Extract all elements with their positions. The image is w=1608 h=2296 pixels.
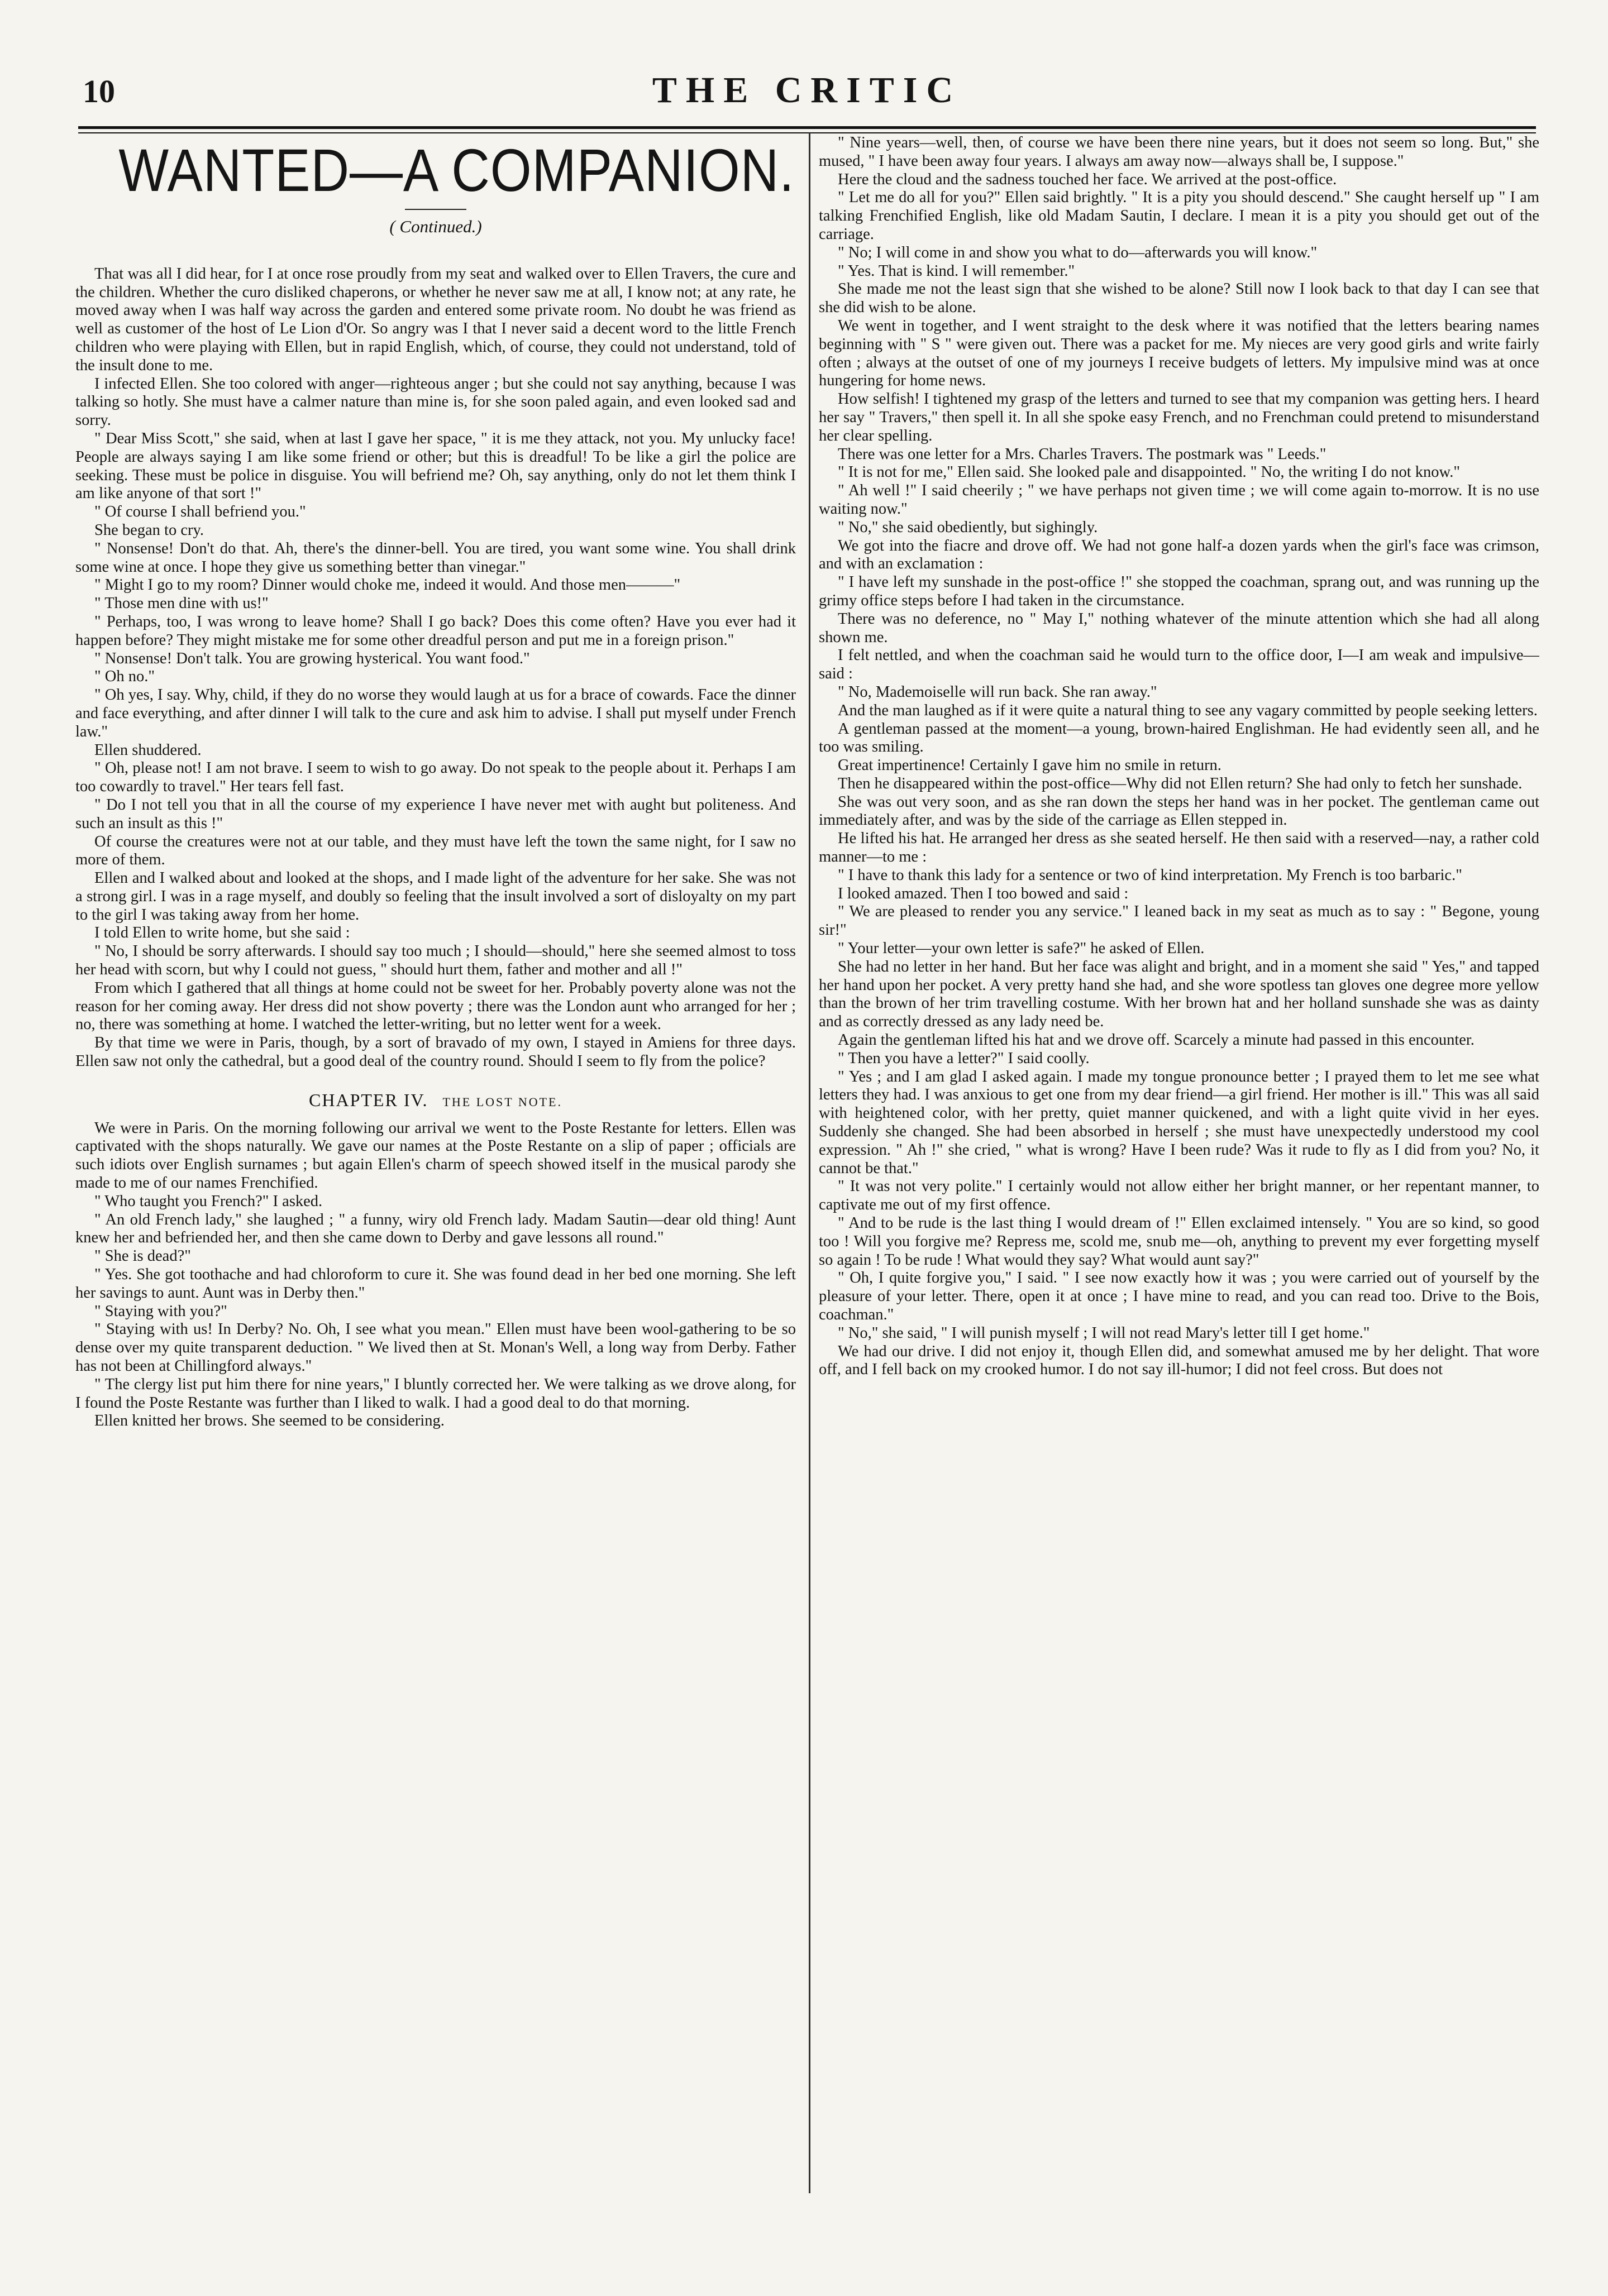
paragraph: " I have to thank this lady for a sentence or two of kind interpretation. My French is too barbaric." bbox=[838, 866, 1462, 884]
paragraph: How selfish! I tightened my grasp of the letters and turned to see that my companion was getting hers. I heard her say " Travers," then spell it. In all she spoke easy French, and no Frenchman could pretend to misunderstand her clear spelling. bbox=[819, 390, 1539, 444]
paragraph: " Perhaps, too, I was wrong to leave home? Shall I go back? Does this come often? Have you ever had it happen before? They might mistake me for some other dreadful person and put me in a foreign prison." bbox=[75, 613, 796, 649]
left-column bbox=[75, 134, 796, 2194]
paragraph: I felt nettled, and when the coachman said he would turn to the office door, I—I am weak and impulsive—said : bbox=[819, 647, 1539, 683]
paragraph: " Ah well !" I said cheerily ; " we have perhaps not given time ; we will come again to-morrow. It is no use waiting now." bbox=[819, 482, 1539, 518]
right-column bbox=[819, 134, 1539, 2194]
header-rule bbox=[78, 126, 1536, 133]
title-rule bbox=[405, 209, 466, 210]
paragraph: " Let me do all for you?" Ellen said brightly. " It is a pity you should descend." She caught herself up " I am talking Frenchified English, like old Madam Sautin, I declare. I mean it is a pity you should get out of the carriage. bbox=[819, 189, 1539, 243]
paragraph: " Who taught you French?" I asked. bbox=[94, 1192, 323, 1210]
paragraph: " No; I will come in and show you what to do—afterwards you will know." bbox=[838, 243, 1318, 261]
paragraph: By that time we were in Paris, though, by a sort of bravado of my own, I stayed in Amiens for three days. Ellen saw not only the cathedral, but a good deal of the country round. Should I seem to fly from the police? bbox=[75, 1034, 796, 1070]
paragraph: I told Ellen to write home, but she said : bbox=[94, 924, 350, 942]
paragraph: " She is dead?" bbox=[94, 1247, 191, 1265]
paragraph: " Staying with you?" bbox=[94, 1302, 227, 1320]
paragraph: " Dear Miss Scott," she said, when at last I gave her space, " it is me they attack, not you. My unlucky face! People are always saying I am like some friend or other; but this is dreadful! To be like a girl the police are seeking. These must be police in disguise. You will befriend me? Oh, say anything, only do not let them think I am like anyone of that sort !" bbox=[75, 429, 796, 503]
paragraph: " No," she said obediently, but sighingly. bbox=[838, 518, 1098, 536]
paragraph: " And to be rude is the last thing I would dream of !" Ellen exclaimed intensely. " You are so kind, so good too ! Will you forgive me? Repress me, scold me, snub me—oh, anything to prevent my ever forgetting myself so again ! To be rude ! What would they say? What would aunt say?" bbox=[819, 1214, 1539, 1269]
chapter-label: CHAPTER IV. bbox=[309, 1089, 428, 1110]
paragraph: " Then you have a letter?" I said coolly. bbox=[838, 1049, 1090, 1067]
paragraph: " Might I go to my room? Dinner would choke me, indeed it would. And those men———" bbox=[94, 576, 681, 594]
paragraph: There was one letter for a Mrs. Charles Travers. The postmark was " Leeds." bbox=[838, 445, 1327, 463]
paragraph: " Yes. That is kind. I will remember." bbox=[838, 262, 1075, 280]
paragraph: From which I gathered that all things at home could not be sweet for her. Probably poverty alone was not the reason for her coming away. Her dress did not show poverty ; there was the London aunt who arranged for her ; no, there was something at home. I watched the letter-writing, but no letter went for a week. bbox=[75, 979, 796, 1034]
paragraph: A gentleman passed at the moment—a young, brown-haired Englishman. He had evidently seen all, and he too was smiling. bbox=[819, 720, 1539, 756]
paragraph: Here the cloud and the sadness touched her face. We arrived at the post-office. bbox=[838, 170, 1337, 188]
paragraph: She had no letter in her hand. But her face was alight and bright, and in a moment she said " Yes," and tapped her hand upon her pocket. A very pretty hand she had, and she wore spotless tan gloves one degree more yellow than the brown of her trim travelling costume. With her brown hat and her holland sunshade she was as dainty and as correctly dressed as any lady need be. bbox=[819, 958, 1539, 1031]
paragraph: " We are pleased to render you any service." I leaned back in my seat as much as to say : " Begone, young sir!" bbox=[819, 903, 1539, 939]
paragraph: Ellen shuddered. bbox=[94, 741, 202, 759]
paragraph: Then he disappeared within the post-office—Why did not Ellen return? She had only to fetch her sunshade. bbox=[838, 774, 1523, 792]
paragraph: " Oh yes, I say. Why, child, if they do no worse they would laugh at us for a brace of cowards. Face the dinner and face everything, and after dinner I will talk to the cure and ask him to advise. I shall put myself under French law." bbox=[75, 686, 796, 740]
paragraph: " Do I not tell you that in all the course of my experience I have never met with aught but politeness. And such an insult as this !" bbox=[75, 796, 796, 832]
left-column-text-a bbox=[75, 265, 796, 1071]
paragraph: We were in Paris. On the morning following our arrival we went to the Poste Restante for letters. Ellen was captivated with the shops naturally. We gave our names at the Poste Restante on a slip of paper ; officials are such idiots over English surnames ; but again Ellen's charm of speech showed itself in the musical parody she made to me of our names Frenchified. bbox=[75, 1119, 796, 1192]
page-header bbox=[78, 66, 1536, 116]
column-divider bbox=[809, 133, 810, 2193]
paragraph: That was all I did hear, for I at once rose proudly from my seat and walked over to Ellen Travers, the cure and the children. Whether the curo disliked chaperons, or whether he never saw me at all, I know not; at any rate, he moved away when I was half way across the garden and entered some private room. No doubt he was friend as well as customer of the host of Le Lion d'Or. So angry was I that I never said a decent word to the little French children who were playing with Ellen, but in rapid English, which, of course, they could not understand, told of the insult done to me. bbox=[75, 265, 796, 374]
paragraph: He lifted his hat. He arranged her dress as she seated herself. He then said with a reserved—nay, a rather cold manner—to me : bbox=[819, 830, 1539, 866]
paragraph: " No, I should be sorry afterwards. I should say too much ; I should—should," here she seemed almost to toss her head with scorn, but why I could not guess, " should hurt them, father and mother and all !" bbox=[75, 943, 796, 979]
paragraph: " Oh, please not! I am not brave. I seem to wish to go away. Do not speak to the people about it. Perhaps I am too cowardly to travel." Her tears fell fast. bbox=[75, 759, 796, 796]
paragraph: Ellen knitted her brows. She seemed to be considering. bbox=[94, 1412, 445, 1430]
paragraph: " Staying with us! In Derby? No. Oh, I see what you mean." Ellen must have been wool-gathering to be so dense over my quite transparent deduction. " We lived then at St. Monan's Well, a long way from Derby. Father has not been at Chillingford always." bbox=[75, 1321, 796, 1375]
paragraph: " Oh no." bbox=[94, 668, 155, 686]
paragraph: We had our drive. I did not enjoy it, though Ellen did, and somewhat amused me by her delight. That wore off, and I fell back on my crooked humor. I do not say ill-humor; I did not feel cross. But does not bbox=[819, 1342, 1539, 1379]
paragraph: " The clergy list put him there for nine years," I bluntly corrected her. We were talking as we drove along, for I found the Poste Restante was further than I liked to walk. I had a good deal to do that morning. bbox=[75, 1375, 796, 1412]
paragraph: Of course the creatures were not at our table, and they must have left the town the same night, for I saw no more of them. bbox=[75, 833, 796, 869]
paragraph: Again the gentleman lifted his hat and we drove off. Scarcely a minute had passed in this encounter. bbox=[838, 1031, 1475, 1049]
paragraph: Great impertinence! Certainly I gave him no smile in return. bbox=[838, 757, 1221, 774]
paragraph: We got into the fiacre and drove off. We had not gone half-a dozen yards when the girl's face was crimson, and with an exclamation : bbox=[819, 537, 1539, 573]
chapter-subtitle: THE LOST NOTE. bbox=[442, 1094, 562, 1109]
paragraph: " It was not very polite." I certainly would not allow either her bright manner, or her repentant manner, to captivate me out of my first offence. bbox=[819, 1178, 1539, 1214]
paragraph: " I have left my sunshade in the post-office !" she stopped the coachman, sprang out, and was running up the grimy office steps before I had taken in the circumstance. bbox=[819, 573, 1539, 609]
right-column-text bbox=[819, 134, 1539, 1379]
paragraph: " Nine years—well, then, of course we have been there nine years, but it does not seem so long. But," she mused, " I have been away four years. I always am away now—always shall be, I suppose." bbox=[819, 134, 1539, 170]
paragraph: She made me not the least sign that she wished to be alone? Still now I look back to that day I can see that she did wish to be alone. bbox=[819, 280, 1539, 317]
paragraph: And the man laughed as if it were quite a natural thing to see any vagary committed by people seeking letters. bbox=[838, 701, 1538, 719]
chapter-heading bbox=[75, 1091, 796, 1112]
paragraph: " Oh, I quite forgive you," I said. " I see now exactly how it was ; you were carried out of yourself by the pleasure of your letter. There, open it at once ; I have mine to read, and you can read too. Drive to the Bois, coachman." bbox=[819, 1269, 1539, 1323]
paragraph: I looked amazed. Then I too bowed and said : bbox=[838, 884, 1129, 902]
paragraph: " It is not for me," Ellen said. She looked pale and disappointed. " No, the writing I do not know." bbox=[838, 463, 1461, 481]
paragraph: There was no deference, no " May I," nothing whatever of the minute attention which she had all along shown me. bbox=[819, 610, 1539, 646]
paragraph: " Yes. She got toothache and had chloroform to cure it. She was found dead in her bed one morning. She left her savings to aunt. Aunt was in Derby then." bbox=[75, 1266, 796, 1302]
paragraph: " Those men dine with us!" bbox=[94, 595, 269, 613]
paragraph: " Of course I shall befriend you." bbox=[94, 503, 306, 521]
paragraph: " Nonsense! Don't do that. Ah, there's the dinner-bell. You are tired, you want some wine. You shall drink some wine at once. I hope they give us something better than vinegar." bbox=[75, 539, 796, 576]
paragraph: Ellen and I walked about and looked at the shops, and I made light of the adventure for her sake. She was not a strong girl. I was in a rage myself, and doubly so feeling that the insult involved a sort of disloyalty on my part to the girl I was taking away from her home. bbox=[75, 869, 796, 924]
paragraph: " Your letter—your own letter is safe?" he asked of Ellen. bbox=[838, 940, 1205, 958]
paragraph: " No, Mademoiselle will run back. She ran away." bbox=[838, 683, 1157, 701]
paragraph: I infected Ellen. She too colored with anger—righteous anger ; but she could not say anything, because I was talking so hotly. She must have a calmer nature than mine is, for she soon paled again, and even looked sad and sorry. bbox=[75, 375, 796, 429]
continued-note: ( Continued.) bbox=[389, 217, 482, 236]
story-title: WANTED—A COMPANION. bbox=[118, 136, 795, 204]
left-column-text-b bbox=[75, 1120, 796, 1431]
paragraph: We went in together, and I went straight to the desk where it was notified that the letters bearing names beginning with " S " were given out. There was a packet for me. My nieces are very good girls and write fairly often ; always at the outset of one of my journeys I receive budgets of letters. My impulsive mind was at once hungering for home news. bbox=[819, 317, 1539, 390]
paragraph: " No," she said, " I will punish myself ; I will not read Mary's letter till I get home." bbox=[838, 1324, 1370, 1342]
paragraph: She was out very soon, and as she ran down the steps her hand was in her pocket. The gentleman came out immediately after, and was by the side of the carriage as Ellen stepped in. bbox=[819, 793, 1539, 829]
page-number: 10 bbox=[83, 73, 115, 109]
paragraph: She began to cry. bbox=[94, 521, 204, 539]
paragraph: " Yes ; and I am glad I asked again. I made my tongue pronounce better ; I prayed them to let me see what letters they had. I was anxious to get one from my dear friend—a girl friend. Her mother is ill." This was all said with heightened color, with her pretty, quiet manner quickened, and with a light quite vivid in her eyes. Suddenly she changed. She had been absorbed in herself ; she must have unexpectedly understood my cool expression. " Ah !" she cried, " what is wrong? Have I been rude? Was it rude to fly as I did from you? No, it cannot be that." bbox=[819, 1068, 1539, 1177]
paragraph: " An old French lady," she laughed ; " a funny, wiry old French lady. Madam Sautin—dear old thing! Aunt knew her and befriended her, and then she came down to Derby and gave lessons all round." bbox=[75, 1211, 796, 1247]
paragraph: " Nonsense! Don't talk. You are growing hysterical. You want food." bbox=[94, 649, 530, 667]
publication-title: THE CRITIC bbox=[652, 70, 962, 111]
